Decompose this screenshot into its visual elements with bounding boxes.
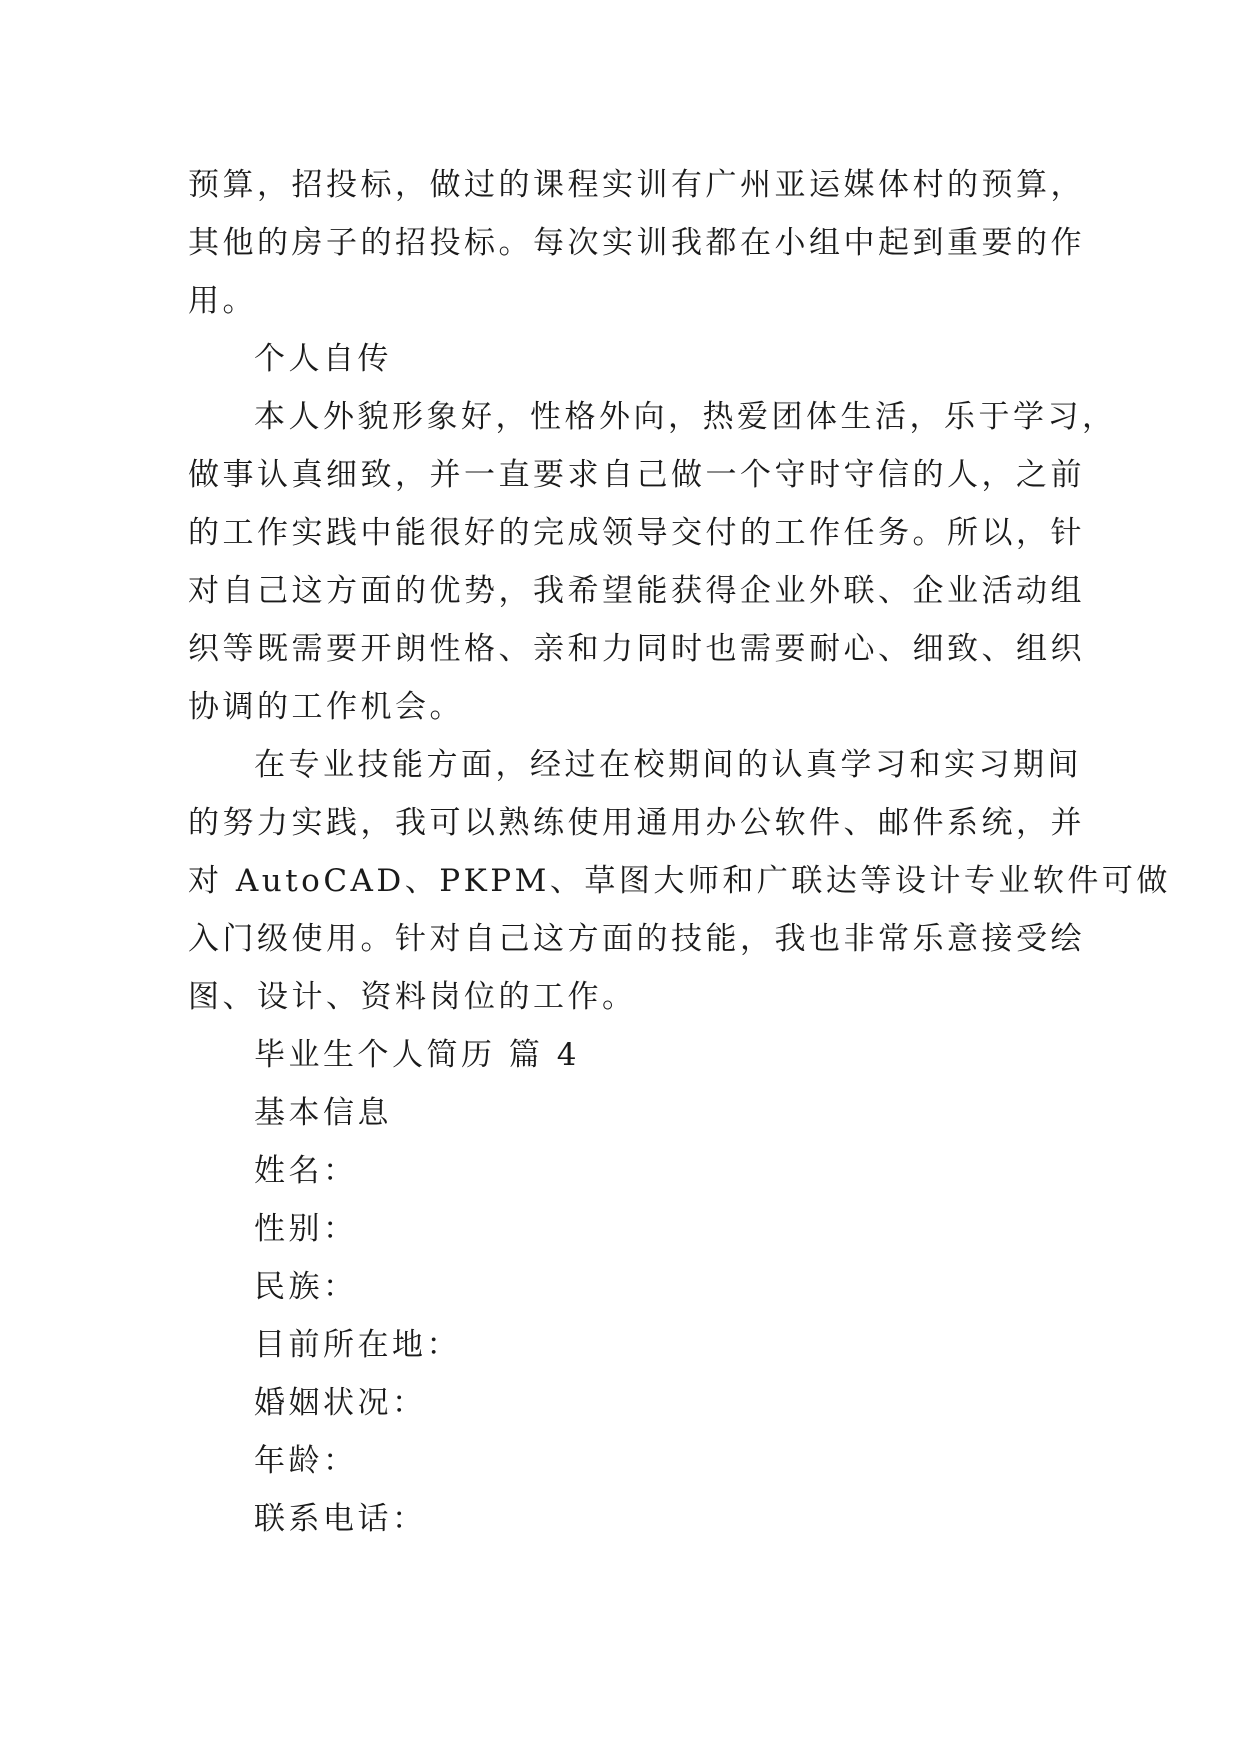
text-line: 年龄： bbox=[254, 1443, 358, 1479]
paragraph-skills bbox=[188, 736, 1171, 1026]
text-line: 民族： bbox=[254, 1269, 358, 1305]
text-line: 对自己这方面的优势，我希望能获得企业外联、企业活动组 bbox=[188, 573, 1085, 609]
text-line: 其他的房子的招投标。每次实训我都在小组中起到重要的作 bbox=[188, 225, 1085, 261]
section-heading-basic-info bbox=[188, 1084, 1060, 1142]
text-line: 对 AutoCAD、PKPM、草图大师和广联达等设计专业软件可做 bbox=[188, 863, 1171, 899]
text-line: 入门级使用。针对自己这方面的技能，我也非常乐意接受绘 bbox=[188, 921, 1085, 957]
text-line: 的努力实践，我可以熟练使用通用办公软件、邮件系统，并 bbox=[188, 805, 1085, 841]
text-line: 的工作实践中能很好的完成领导交付的工作任务。所以，针 bbox=[188, 515, 1085, 551]
field-label-gender bbox=[188, 1200, 1060, 1258]
text-line: 毕业生个人简历 篇 4 bbox=[254, 1037, 580, 1073]
text-line: 在专业技能方面，经过在校期间的认真学习和实习期间 bbox=[254, 747, 1082, 783]
text-line: 预算，招投标，做过的课程实训有广州亚运媒体村的预算， bbox=[188, 167, 1085, 203]
paragraph-budget-training bbox=[188, 156, 1085, 330]
text-line: 婚姻状况： bbox=[254, 1385, 427, 1421]
field-label-marital-status bbox=[188, 1374, 1060, 1432]
text-line: 个人自传 bbox=[254, 341, 392, 377]
text-line: 用。 bbox=[188, 283, 257, 319]
text-line: 做事认真细致，并一直要求自己做一个守时守信的人，之前 bbox=[188, 457, 1085, 493]
paragraph-personality bbox=[188, 388, 1117, 736]
field-label-name bbox=[188, 1142, 1060, 1200]
text-line: 目前所在地： bbox=[254, 1327, 461, 1363]
text-line: 基本信息 bbox=[254, 1095, 392, 1131]
text-line: 织等既需要开朗性格、亲和力同时也需要耐心、细致、组织 bbox=[188, 631, 1085, 667]
field-label-location bbox=[188, 1316, 1060, 1374]
text-line: 协调的工作机会。 bbox=[188, 689, 464, 725]
field-label-age bbox=[188, 1432, 1060, 1490]
section-heading-resume-4 bbox=[188, 1026, 1060, 1084]
text-line: 联系电话： bbox=[254, 1501, 427, 1537]
field-label-ethnicity bbox=[188, 1258, 1060, 1316]
field-label-phone bbox=[188, 1490, 1060, 1548]
text-line: 图、设计、资料岗位的工作。 bbox=[188, 979, 637, 1015]
section-heading-autobiography bbox=[188, 330, 1060, 388]
text-line: 姓名： bbox=[254, 1153, 358, 1189]
text-line: 本人外貌形象好，性格外向，热爱团体生活，乐于学习， bbox=[254, 399, 1117, 435]
document-body bbox=[188, 156, 1171, 1548]
text-line: 性别： bbox=[254, 1211, 358, 1247]
